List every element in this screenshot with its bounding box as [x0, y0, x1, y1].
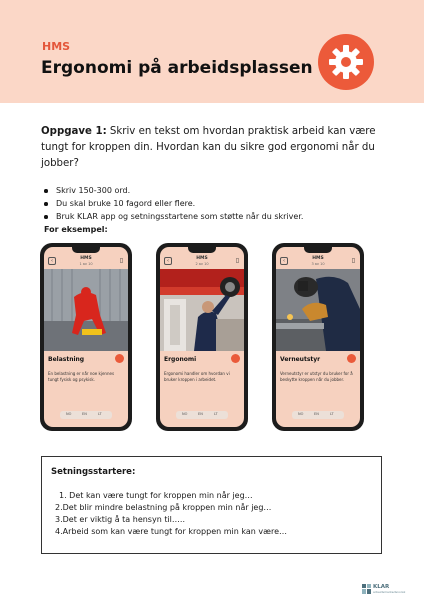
vocab-word: Belastning: [48, 356, 85, 363]
speaker-icon[interactable]: [347, 354, 356, 363]
starters-list: [55, 490, 287, 538]
instruction-item: Skriv 150-300 ord.: [44, 184, 303, 197]
phone-screen: [44, 247, 128, 427]
language-switcher[interactable]: [176, 411, 228, 419]
header-band: [0, 0, 424, 103]
instruction-list: [44, 184, 303, 223]
lang-option[interactable]: NO: [66, 412, 72, 416]
vocab-description: Ergonomi handler om hvordan vi bruker kroppen i arbeidet.: [164, 371, 230, 382]
vocab-description: En belastning er når noe kjennes tungt fysisk og psykisk.: [48, 371, 115, 382]
speaker-icon[interactable]: [231, 354, 240, 363]
gear-icon: [328, 44, 364, 80]
app-topbar: [276, 255, 360, 269]
app-title: HMS: [80, 256, 92, 261]
logo-tagline: arbeidsmarkedsnorsk: [373, 590, 406, 594]
phone-notch: [188, 247, 216, 253]
back-icon: ‹: [48, 257, 56, 265]
task-label: Oppgave 1:: [41, 126, 107, 137]
language-switcher[interactable]: [60, 411, 112, 419]
lang-option[interactable]: LT: [330, 412, 334, 416]
photo-worker-lifting: [44, 269, 128, 351]
bookmark-icon: ▯: [235, 257, 239, 264]
starter-item: 4.Arbeid som kan være tungt for kroppen min kan være…: [55, 527, 287, 536]
vocab-description: Verneutstyr er utstyr du bruker for å beskytte kroppen når du jobber.: [280, 371, 353, 382]
word-counter: 2 av 10: [195, 262, 209, 266]
klar-logo: [362, 584, 406, 596]
lang-option[interactable]: NO: [298, 412, 304, 416]
klar-logo-mark: [362, 584, 371, 594]
lang-option[interactable]: EN: [314, 412, 319, 416]
app-title: HMS: [312, 256, 324, 261]
phone-mockup-verneutstyr: [272, 243, 364, 431]
app-topbar: [44, 255, 128, 269]
phone-mockup-ergonomi: [156, 243, 248, 431]
lang-option[interactable]: LT: [98, 412, 102, 416]
word-counter: 3 av 10: [311, 262, 325, 266]
starter-item: 3.Det er viktig å ta hensyn til…..: [55, 515, 185, 524]
starters-title: Setningsstartere:: [51, 467, 136, 477]
word-counter: 1 av 10: [79, 262, 93, 266]
lang-option[interactable]: EN: [82, 412, 87, 416]
gear-badge: [318, 34, 374, 90]
app-title: HMS: [196, 256, 208, 261]
sentence-starters-box: [41, 456, 382, 554]
lang-option[interactable]: NO: [182, 412, 188, 416]
back-icon: ‹: [164, 257, 172, 265]
phone-notch: [72, 247, 100, 253]
speaker-icon[interactable]: [115, 354, 124, 363]
bookmark-icon: ▯: [351, 257, 355, 264]
phone-mockup-belastning: [40, 243, 132, 431]
vocab-word: Ergonomi: [164, 356, 197, 363]
photo-welder: [276, 269, 360, 351]
page-title: Ergonomi på arbeidsplassen: [41, 58, 313, 78]
lang-option[interactable]: LT: [214, 412, 218, 416]
category-label: HMS: [42, 40, 71, 53]
vocab-word: Verneutstyr: [280, 356, 321, 363]
phone-notch: [304, 247, 332, 253]
starter-item: 1. Det kan være tungt for kroppen min når jeg…: [59, 491, 253, 500]
phone-screen: [276, 247, 360, 427]
starter-item: 2.Det blir mindre belastning på kroppen min når jeg…: [55, 503, 272, 512]
lang-option[interactable]: EN: [198, 412, 203, 416]
photo-mechanic-under-car: [160, 269, 244, 351]
instruction-item: Bruk KLAR app og setningsstartene som støtte når du skriver.: [44, 210, 303, 223]
phone-screen: [160, 247, 244, 427]
task-body: Skriv en tekst om hvordan praktisk arbeid kan være tungt for kroppen din. Hvordan kan du sikre god ergonomi når du jobber?: [41, 126, 376, 169]
example-label: For eksempel:: [44, 225, 108, 234]
instruction-item: Du skal bruke 10 fagord eller flere.: [44, 197, 303, 210]
task-text: [41, 124, 391, 172]
bookmark-icon: ▯: [119, 257, 123, 264]
logo-name: KLAR: [373, 584, 390, 590]
app-topbar: [160, 255, 244, 269]
back-icon: ‹: [280, 257, 288, 265]
language-switcher[interactable]: [292, 411, 344, 419]
